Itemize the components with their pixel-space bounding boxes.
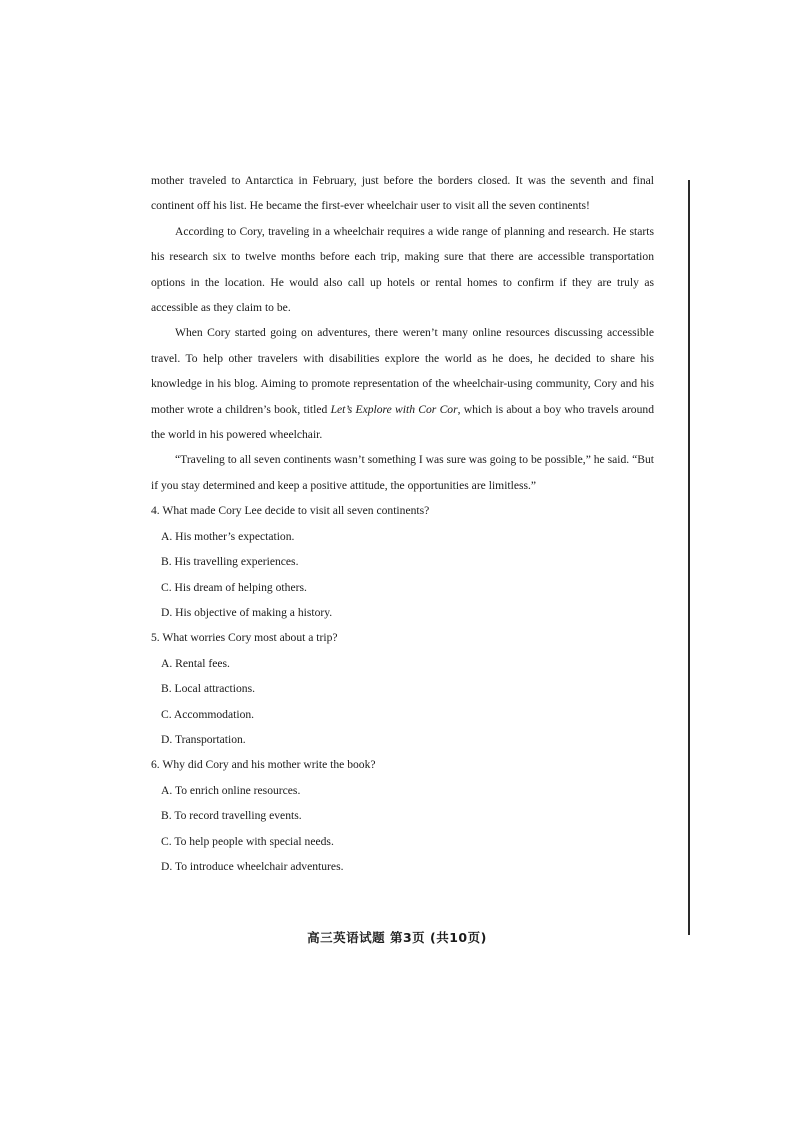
book-title: Let’s Explore with Cor Cor: [330, 402, 458, 416]
question-5-stem: 5. What worries Cory most about a trip?: [151, 631, 338, 645]
question-5-option-a: A. Rental fees.: [161, 656, 230, 670]
paragraph-3-part-2: , which is about a boy who travels around the world in his powered wheelchair.: [151, 402, 654, 442]
question-5-option-d: D. Transportation.: [161, 732, 246, 746]
question-5-option-b: B. Local attractions.: [161, 682, 256, 696]
question-4-option-a: A. His mother’s expectation.: [161, 529, 295, 543]
page-footer: 高三英语试题 第3页 (共10页): [307, 930, 487, 945]
question-5-option-c: C. Accommodation.: [161, 707, 255, 721]
question-4-option-c: C. His dream of helping others.: [161, 580, 307, 594]
question-4-option-b: B. His travelling experiences.: [161, 555, 299, 569]
passage-and-questions: [151, 168, 654, 879]
question-6-option-c: C. To help people with special needs.: [161, 834, 334, 848]
passage-paragraph-4: “Traveling to all seven continents wasn’t something I was sure was going to be possible,” he said. “But if you stay determined and keep a positive attitude, the opportunities are limitless.”: [151, 453, 654, 492]
question-4-option-d: D. His objective of making a history.: [161, 605, 333, 619]
passage-paragraph-3: [151, 320, 654, 447]
passage-paragraph-1: mother traveled to Antarctica in February, just before the borders closed. It was the seventh and final continent off his list. He became the first-ever wheelchair user to visit all the seven continents!: [151, 174, 654, 213]
question-6-option-a: A. To enrich online resources.: [161, 783, 301, 797]
question-4-stem: 4. What made Cory Lee decide to visit all seven continents?: [151, 504, 430, 518]
question-6-stem: 6. Why did Cory and his mother write the book?: [151, 758, 376, 772]
question-6-option-b: B. To record travelling events.: [161, 809, 302, 823]
margin-rule: [688, 180, 690, 935]
question-6-option-d: D. To introduce wheelchair adventures.: [161, 859, 344, 873]
passage-paragraph-2: According to Cory, traveling in a wheelchair requires a wide range of planning and research. He starts his research six to twelve months before each trip, making sure that there are accessible transportation options in the location. He would also call up hotels or rental homes to confirm if they are truly as accessible as they claim to be.: [151, 224, 654, 315]
paragraph-3-part-1: When Cory started going on adventures, there weren’t many online resources discussing accessible travel. To help other travelers with disabilities explore the world as he does, he decided to share his knowledge in his blog. Aiming to promote representation of the wheelchair-using community, Cory and his mother wrote a children’s book, titled: [151, 326, 654, 416]
